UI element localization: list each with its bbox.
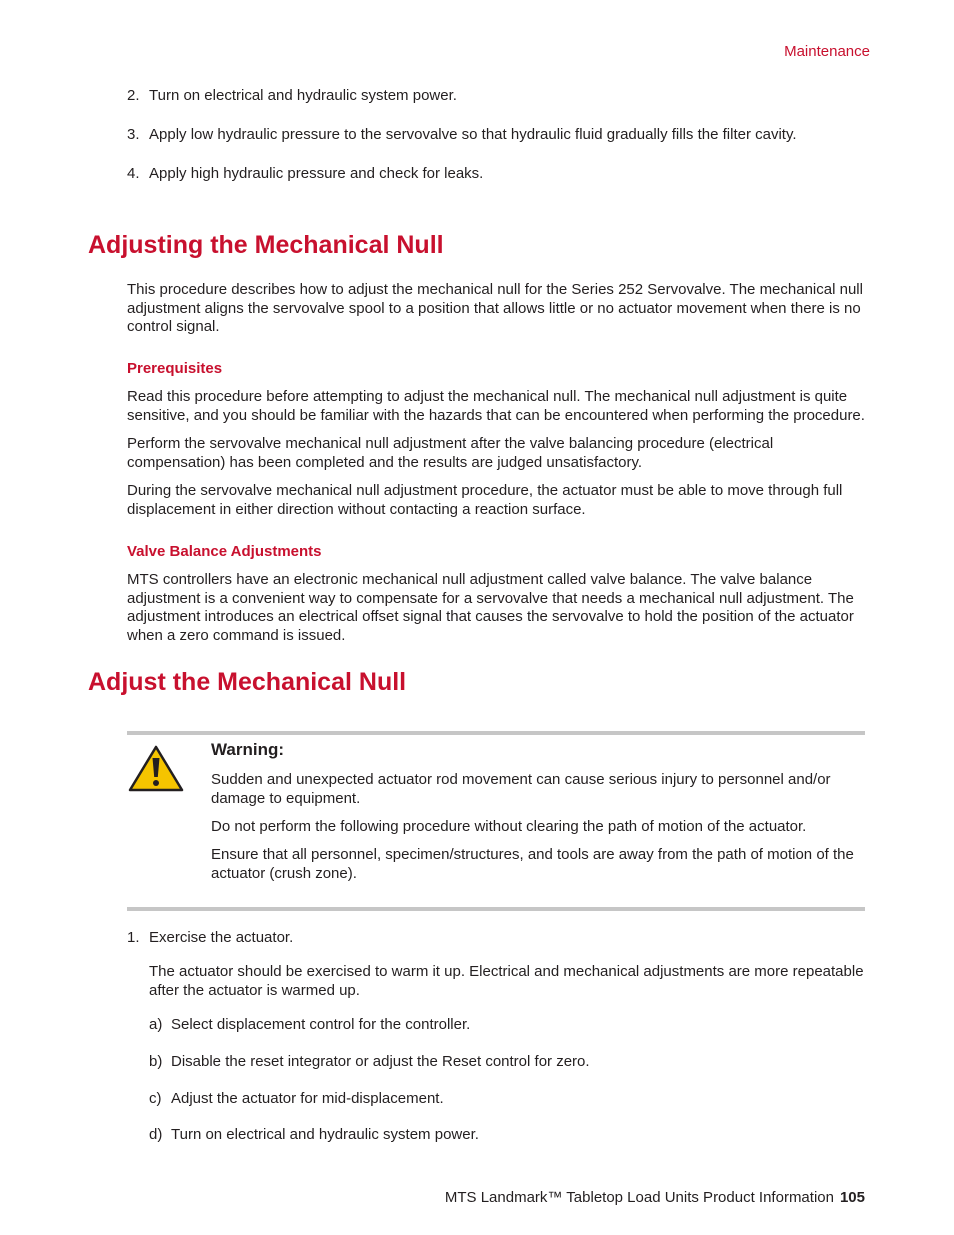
step-3 (127, 126, 797, 145)
step-4 (127, 165, 483, 184)
substep-d (149, 1126, 867, 1145)
prerequisites-heading: Prerequisites (127, 360, 223, 377)
substep-letter: d) (149, 1126, 163, 1143)
step-1-detail: The actuator should be exercised to warm it up. Electrical and mechanical adjustments are more repeatable after the actuator is warmed up. (149, 963, 864, 999)
prereq-paragraph-1: Read this procedure before attempting to adjust the mechanical null. The mechanical null adjustment is quite sensitive, and you should be familiar with the hazards that can be encountered when performing the procedure. (127, 388, 865, 424)
warning-paragraph-3: Ensure that all personnel, specimen/structures, and tools are away from the path of motion of the actuator (crush zone). (211, 846, 854, 882)
step-1 (127, 929, 293, 948)
footer-doc-title: MTS Landmark™ Tabletop Load Units Product Information (444, 1189, 834, 1206)
warning-paragraph-2: Do not perform the following procedure without clearing the path of motion of the actuator. (211, 818, 807, 835)
substep-text: Select displacement control for the controller. (171, 1016, 471, 1033)
step-text: Apply low hydraulic pressure to the servovalve so that hydraulic fluid gradually fills the filter cavity. (149, 126, 797, 143)
step-text: Turn on electrical and hydraulic system power. (149, 87, 457, 104)
section-heading-adjust: Adjust the Mechanical Null (88, 668, 407, 696)
valve-balance-paragraph: MTS controllers have an electronic mechanical null adjustment called valve balance. The valve balance adjustment is a convenient way to compensate for a servovalve that needs a mechanical null adjustment. The adjustment introduces an electrical offset signal that causes the servovalve to hold the position of the actuator when a zero command is issued. (127, 571, 854, 644)
step-number: 2. (127, 87, 140, 104)
running-header-section: Maintenance (784, 43, 870, 60)
step-text: Exercise the actuator. (149, 929, 294, 946)
step-2 (127, 87, 457, 106)
page-number: 105 (839, 1189, 865, 1206)
substep-letter: a) (149, 1016, 163, 1033)
substep-text: Disable the reset integrator or adjust the Reset control for zero. (171, 1053, 590, 1070)
step-number: 1. (127, 929, 140, 946)
valve-balance-heading: Valve Balance Adjustments (127, 543, 322, 560)
substep-b (149, 1053, 867, 1072)
warning-paragraph-1: Sudden and unexpected actuator rod movement can cause serious injury to personnel and/or damage to equipment. (211, 771, 831, 807)
substep-a (149, 1016, 867, 1035)
intro-paragraph: This procedure describes how to adjust the mechanical null for the Series 252 Servovalve. The mechanical null adjustment aligns the servovalve spool to a position that allows little or no actuator movement when there is no control signal. (127, 281, 863, 335)
warning-top-rule (127, 731, 865, 735)
page-footer (445, 1189, 865, 1208)
warning-bottom-rule (127, 907, 865, 911)
substep-text: Adjust the actuator for mid-displacement. (171, 1090, 444, 1107)
warning-title: Warning: (211, 740, 285, 759)
substep-letter: b) (149, 1053, 163, 1070)
prereq-paragraph-3: During the servovalve mechanical null adjustment procedure, the actuator must be able to move through full displacement in either direction without contacting a reaction surface. (127, 482, 843, 518)
prereq-paragraph-2: Perform the servovalve mechanical null adjustment after the valve balancing procedure (electrical compensation) has been completed and the results are judged unsatisfactory. (127, 435, 774, 471)
substep-letter: c) (149, 1090, 162, 1107)
step-text: Apply high hydraulic pressure and check for leaks. (149, 165, 484, 182)
warning-triangle-icon (127, 744, 185, 794)
step-number: 3. (127, 126, 140, 143)
section-heading-adjusting: Adjusting the Mechanical Null (88, 231, 444, 259)
step-number: 4. (127, 165, 140, 182)
substep-text: Turn on electrical and hydraulic system power. (171, 1126, 479, 1143)
substep-c (149, 1090, 867, 1109)
